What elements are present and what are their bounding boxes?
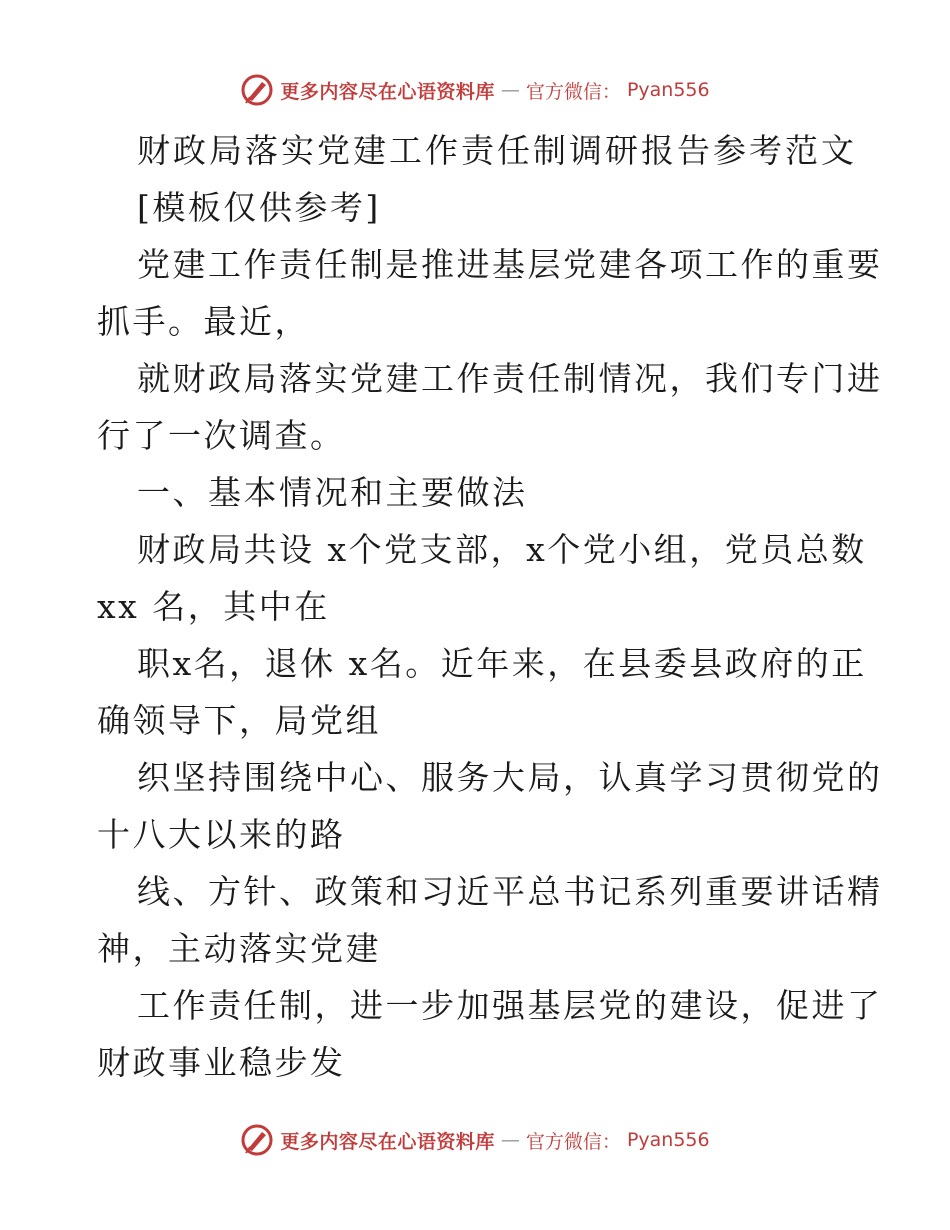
banner-wechat-id: Pyan556 — [626, 1129, 710, 1151]
paragraph-line: 财政局共设 x个党支部，x个党小组，党员总数 — [137, 530, 867, 569]
paragraph-line: 线、方针、政策和习近平总书记系列重要讲话精 — [137, 872, 883, 911]
paragraph-line: 神，主动落实党建 — [97, 929, 381, 968]
paragraph-line: 一、基本情况和主要做法 — [137, 473, 528, 512]
paragraph-line: 确领导下，局党组 — [97, 701, 381, 740]
footer-banner — [0, 1120, 950, 1160]
paragraph-line: 职x名，退休 x名。近年来，在县委县政府的正 — [137, 644, 867, 683]
paragraph-line: 抓手。最近， — [97, 302, 310, 341]
paragraph-line: 十八大以来的路 — [97, 815, 346, 854]
paragraph-line: 织坚持围绕中心、服务大局，认真学习贯彻党的 — [137, 758, 883, 797]
banner-dash: — — [500, 1129, 520, 1151]
paragraph-line: 就财政局落实党建工作责任制情况，我们专门进 — [137, 359, 883, 398]
banner-main-text: 更多内容尽在心语资料库 — [280, 80, 495, 103]
banner-dash: — — [500, 79, 520, 101]
banner-wechat-label: 官方微信： — [525, 1130, 621, 1153]
paragraph-line: xx 名，其中在 — [97, 587, 330, 626]
banner-main-text: 更多内容尽在心语资料库 — [280, 1130, 495, 1153]
paragraph-line: 工作责任制，进一步加强基层党的建设，促进了 — [137, 986, 883, 1025]
header-banner — [0, 70, 950, 110]
banner-wechat-label: 官方微信： — [525, 80, 621, 103]
document-body — [97, 122, 883, 1091]
banner-wechat-id: Pyan556 — [626, 79, 710, 101]
quill-pen-logo-icon — [240, 1123, 274, 1157]
paragraph-line: 财政事业稳步发 — [97, 1043, 346, 1082]
paragraph-line: 行了一次调查。 — [97, 416, 346, 455]
document-title: 财政局落实党建工作责任制调研报告参考范文 — [137, 131, 857, 170]
document-lines — [97, 236, 883, 1091]
document-subtitle: [模板仅供参考] — [137, 188, 381, 227]
quill-pen-logo-icon — [240, 73, 274, 107]
paragraph-line: 党建工作责任制是推进基层党建各项工作的重要 — [137, 245, 883, 284]
